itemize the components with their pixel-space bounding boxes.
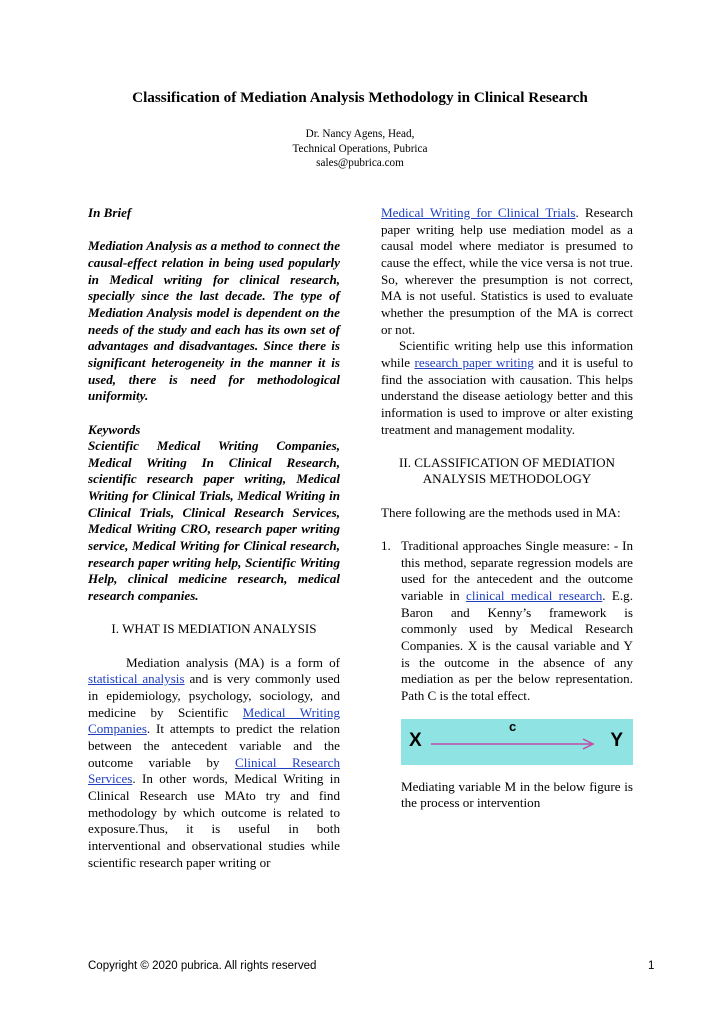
brief-text: Mediation Analysis as a method to connect the causal-effect relation in being used popularly in Medical writing for clinical research, specially since the last decade. The type of Mediation Analysis model is dependent on the needs of the study and each has its own set of advantages and disadvantages. Since there is significant heterogeneity in the manner it is used, there is need for methodological uniformity. xyxy=(88,238,340,404)
text-span: . It attempts to predict the relation between the antecedent variable and the outcome variable by xyxy=(88,721,340,770)
author-name: Dr. Nancy Agens, Head, xyxy=(305,128,415,140)
text-span: . Research paper writing help use mediation model as a causal model where mediator is presumed to cause the effect, while the vice versa is not true. So, wherever the presumption is not correct, MA is not useful. Statistics is used to evaluate whether the presumption of the MA is correct or not. xyxy=(381,205,634,337)
section-heading-2-line1: II. CLASSIFICATION OF MEDIATION xyxy=(398,454,616,470)
author-block xyxy=(0,127,720,171)
list-item-traditional-approaches xyxy=(381,538,633,705)
paragraph-mediation-analysis xyxy=(88,655,340,872)
paragraph-methods-intro: There following are the methods used in MA: xyxy=(381,504,621,520)
author-email: sales@pubrica.com xyxy=(316,157,404,170)
link-statistical-analysis[interactable]: statistical analysis xyxy=(88,671,185,687)
text-span: Scientific writing help use this information while xyxy=(381,338,633,370)
figure-path-label: c xyxy=(509,718,517,734)
text-span: and it is useful to find the association with causation. This helps understand the disease aetiology better and this information is used to improve or alter existing treatment and management modality. xyxy=(381,354,633,437)
list-number: 1. xyxy=(381,538,391,554)
link-medical-writing-companies[interactable]: Medical Writing Companies xyxy=(88,704,341,737)
right-column xyxy=(381,205,633,812)
figure-x-label: X xyxy=(409,729,422,751)
paragraph-scientific-writing xyxy=(381,338,633,438)
mediation-path-figure xyxy=(401,719,633,765)
text-span: . In other words, Medical Writing in Clinical Research use MAto try and find methodology by which outcome is related to exposure.Thus, it is useful in both interventional and observational studies while scientific research paper writing or xyxy=(88,771,340,870)
paper-title: Classification of Mediation Analysis Methodology in Clinical Research xyxy=(132,89,588,106)
footer-copyright: Copyright © 2020 pubrica. All rights reserved xyxy=(88,960,317,972)
text-span: Traditional approaches Single measure: - In this method, separate regression models are used for the antecedent and the outcome variable in xyxy=(401,538,633,604)
keywords-text: Scientific Medical Writing Companies, Medical Writing In Clinical Research, scientific research paper writing, Medical Writing for Clinical Trials, Medical Writing in Clinical Trials, Clinical Research Services, Medical Writing CRO, research paper writing service, Medical Writing for Clinical research, research paper writing help, Scientific Writing Help, clinical medicine research, medical research companies. xyxy=(88,438,340,604)
keywords-heading: Keywords xyxy=(88,421,141,437)
paragraph-mediating-variable: Mediating variable M in the below figure is the process or intervention xyxy=(401,778,633,811)
section-heading-2-line2: ANALYSIS METHODOLOGY xyxy=(422,471,592,487)
left-column xyxy=(88,205,340,871)
figure-y-label: Y xyxy=(610,729,623,751)
section-heading-1: I. WHAT IS MEDIATION ANALYSIS xyxy=(111,621,317,637)
link-clinical-medical-research[interactable]: clinical medical research xyxy=(466,588,603,604)
text-span: . E.g. Baron and Kenny’s framework is commonly used by Medical Research Companies. X is the causal variable and Y is the outcome in the absence of any mediation as per the below representation. Path C is the total effect. xyxy=(401,588,633,703)
link-research-paper-writing[interactable]: research paper writing xyxy=(414,354,534,370)
link-clinical-research-services[interactable]: Clinical Research Services xyxy=(88,754,340,787)
text-span: Mediation analysis (MA) is a form of xyxy=(126,654,340,670)
footer-page-number: 1 xyxy=(648,960,655,972)
text-span: and is very commonly used in epidemiology, psychology, sociology, and medicine by Scientific xyxy=(88,671,340,720)
brief-heading: In Brief xyxy=(88,205,132,220)
author-affiliation: Technical Operations, Pubrica xyxy=(292,142,428,155)
paragraph-causal-model xyxy=(381,205,633,338)
figure-arrow xyxy=(431,737,601,751)
link-medical-writing-clinical-trials[interactable]: Medical Writing for Clinical Trials xyxy=(381,205,576,220)
